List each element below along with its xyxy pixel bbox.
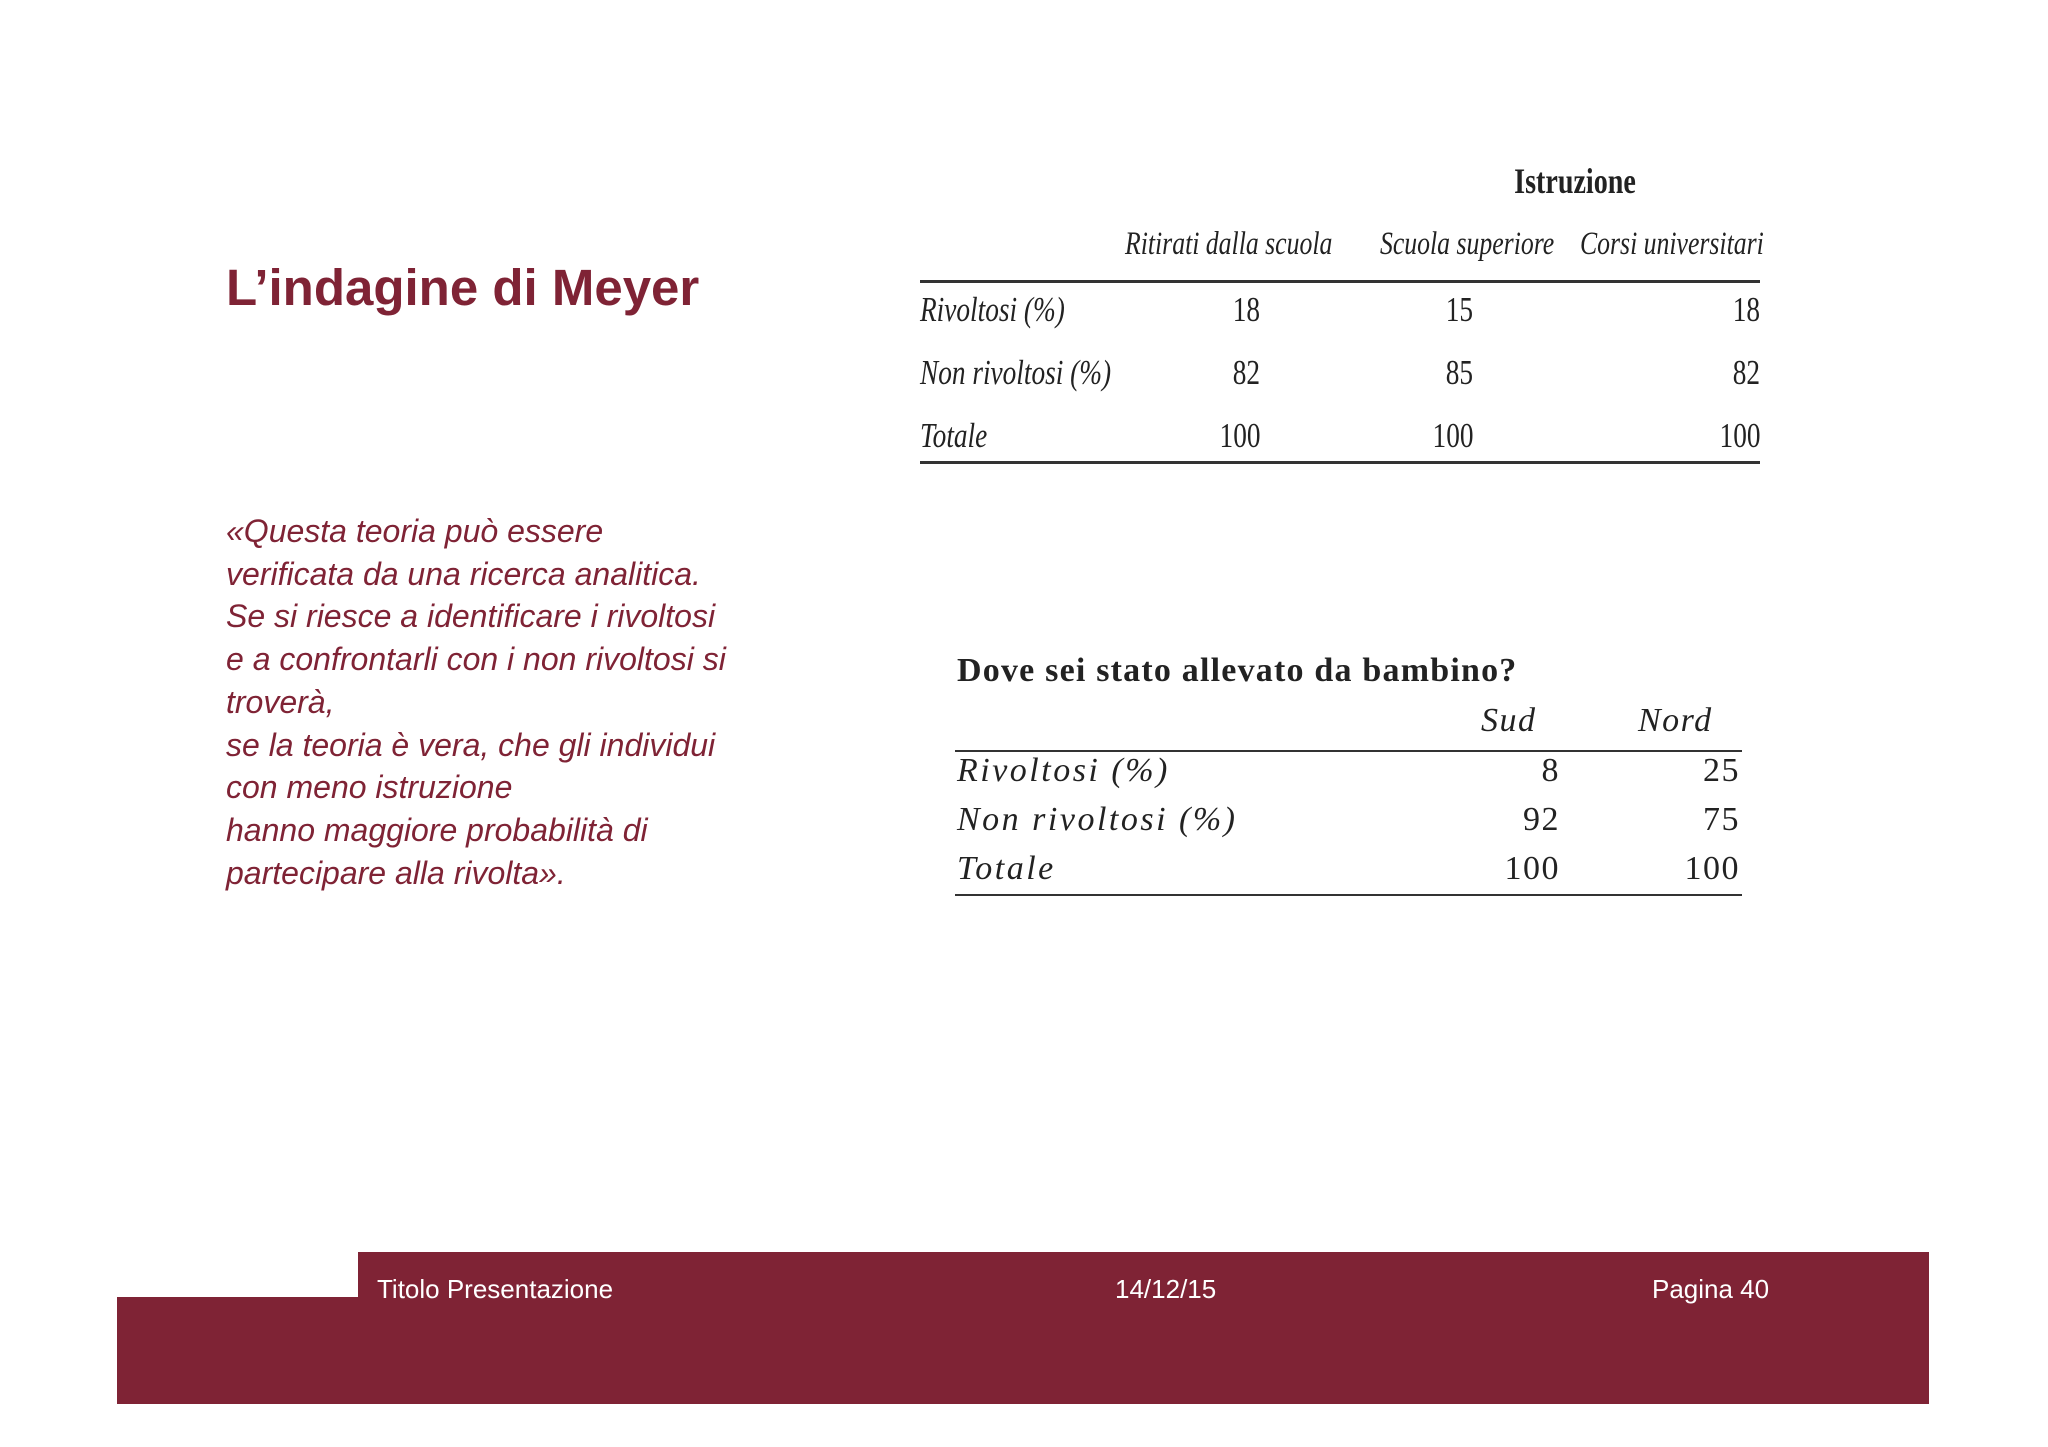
- table-rule: [920, 280, 1760, 283]
- table-cell: 100: [1219, 416, 1260, 455]
- quote-line: Se si riesce a identificare i rivoltosi: [226, 598, 716, 635]
- row-label: Totale: [920, 416, 988, 455]
- table-cell: 92: [1523, 801, 1560, 838]
- quote-line: hanno maggiore probabilità di: [226, 811, 648, 848]
- table-cell: 85: [1445, 353, 1473, 392]
- table-cell: 100: [1432, 416, 1473, 455]
- table-title: Dove sei stato allevato da bambino?: [957, 652, 1518, 689]
- table-cell: 82: [1232, 353, 1260, 392]
- footer-presentation-title: Titolo Presentazione: [377, 1274, 614, 1304]
- table-cell: 15: [1445, 290, 1473, 329]
- quote-line: e a confrontarli con i non rivoltosi si: [226, 641, 726, 678]
- row-label: Totale: [957, 850, 1056, 887]
- table-rule: [955, 894, 1742, 896]
- quote-block: [226, 510, 816, 894]
- row-label: Non rivoltosi (%): [920, 353, 1112, 392]
- quote-line: «Questa teoria può essere: [226, 513, 604, 549]
- table-cell: 100: [1719, 416, 1760, 455]
- footer-page-number: Pagina 40: [1652, 1274, 1770, 1304]
- row-label: Non rivoltosi (%): [957, 801, 1238, 838]
- column-header: Nord: [1638, 702, 1713, 739]
- table-cell: 82: [1732, 353, 1760, 392]
- table-cell: 8: [1541, 752, 1560, 789]
- column-header: Corsi universitari: [1580, 226, 1764, 262]
- footer-date: 14/12/15: [1115, 1274, 1217, 1304]
- table-cell: 100: [1504, 850, 1560, 887]
- column-header: Ritirati dalla scuola: [1125, 226, 1333, 262]
- quote-line: se la teoria è vera, che gli individui: [226, 726, 716, 763]
- table-rule: [920, 461, 1760, 464]
- table-cell: 18: [1232, 290, 1260, 329]
- row-label: Rivoltosi (%): [957, 752, 1170, 789]
- table-cell: 25: [1703, 752, 1740, 789]
- table-cell: 75: [1703, 801, 1740, 838]
- column-header: Sud: [1481, 702, 1537, 739]
- column-header: Scuola superiore: [1380, 226, 1555, 262]
- quote-line: partecipare alla rivolta».: [226, 854, 566, 891]
- table-istruzione: [920, 160, 1764, 470]
- quote-line: troverà,: [226, 683, 335, 720]
- table-origine: [955, 650, 1745, 900]
- table-cell: 100: [1684, 850, 1740, 887]
- slide-title: L’indagine di Meyer: [226, 259, 700, 316]
- quote-line: con meno istruzione: [226, 769, 513, 806]
- table-cell: 18: [1732, 290, 1760, 329]
- row-label: Rivoltosi (%): [920, 290, 1065, 329]
- quote-line: verificata da una ricerca analitica.: [226, 555, 701, 592]
- table-group-header: Istruzione: [1514, 161, 1636, 201]
